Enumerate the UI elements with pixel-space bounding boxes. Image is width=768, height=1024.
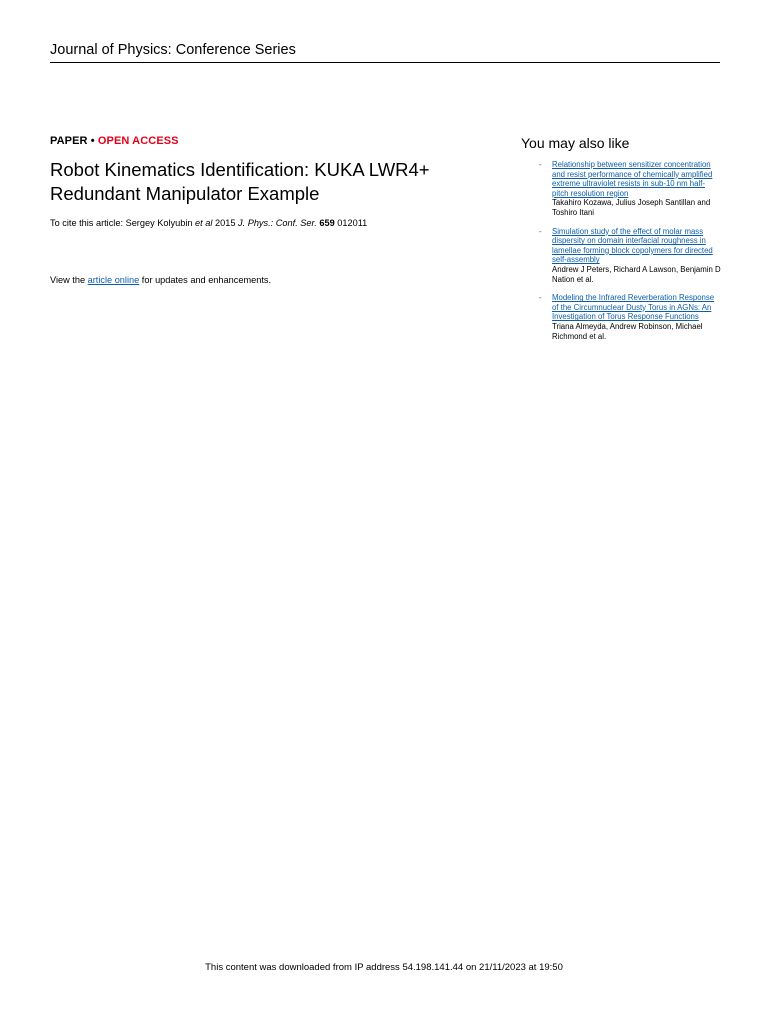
separator: •	[90, 135, 95, 147]
related-item	[521, 160, 721, 218]
related-article-authors: Triana Almeyda, Andrew Robinson, Michael Richmond et al.	[552, 321, 703, 341]
cite-volume: 659	[319, 218, 335, 228]
related-article-link[interactable]: Modeling the Infrared Reverberation Response of the Circumnuclear Dusty Torus in AGNs: An Investigation of Torus Response Functions	[552, 293, 715, 322]
related-articles-sidebar	[521, 135, 721, 350]
download-footer: This content was downloaded from IP address 54.198.141.44 on 21/11/2023 at 19:50	[205, 962, 563, 973]
cite-journal: J. Phys.: Conf. Ser.	[238, 218, 317, 228]
related-item	[521, 293, 721, 341]
cite-number: 012011	[337, 218, 368, 228]
item-dash: -	[539, 160, 542, 169]
open-access-badge: OPEN ACCESS	[97, 135, 179, 147]
cite-etal: et al	[195, 218, 213, 228]
paper-label: PAPER	[50, 135, 88, 147]
related-item	[521, 227, 721, 285]
article-main	[50, 135, 490, 286]
item-dash: -	[539, 293, 542, 303]
cite-year: 2015	[214, 218, 236, 228]
journal-header: Journal of Physics: Conference Series	[50, 42, 720, 63]
related-article-link[interactable]: Simulation study of the effect of molar mass dispersity on domain interfacial roughness in lamellae forming block copolymers for directed self-assembly	[552, 226, 713, 265]
article-title	[50, 158, 490, 206]
related-article-authors: Andrew J Peters, Richard A Lawson, Benjamin D Nation et al.	[552, 264, 721, 284]
view-online-line	[50, 274, 490, 286]
cite-prefix: To cite this article: Sergey Kolyubin	[50, 218, 193, 228]
citation	[50, 217, 490, 229]
view-prefix: View the	[50, 275, 86, 285]
related-article-link[interactable]: Relationship between sensitizer concentration and resist performance of chemically amplified extreme ultraviolet resists in sub-10 nm half-pitch resolution region	[552, 160, 713, 198]
sidebar-title: You may also like	[521, 135, 630, 151]
title-line-1: Robot Kinematics Identification: KUKA LWR4+	[50, 159, 430, 180]
view-suffix: for updates and enhancements.	[141, 275, 272, 285]
paper-type-line	[50, 135, 490, 147]
title-line-2: Redundant Manipulator Example	[50, 183, 320, 204]
article-online-link[interactable]: article online	[87, 275, 140, 285]
item-dash: -	[539, 226, 542, 236]
related-article-authors: Takahiro Kozawa, Julius Joseph Santillan and Toshiro Itani	[552, 198, 711, 217]
